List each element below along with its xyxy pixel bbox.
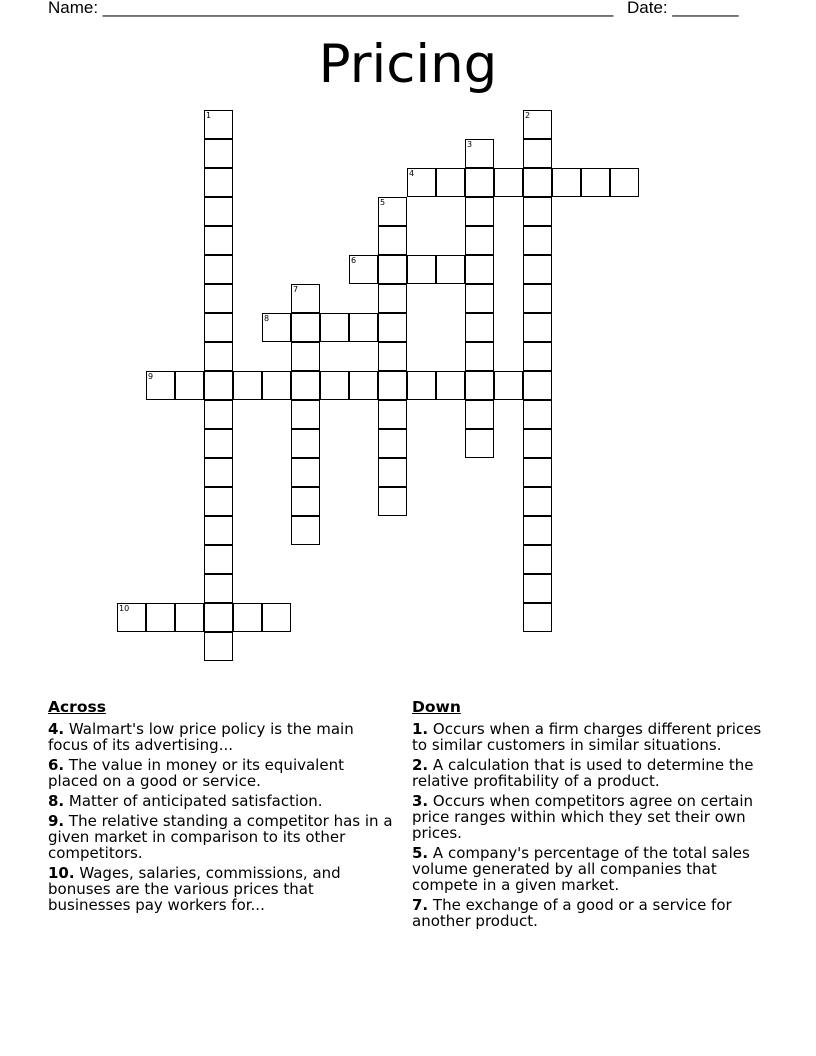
crossword-cell[interactable]	[175, 603, 204, 632]
clue-number: 1.	[412, 720, 429, 738]
clue-number-label: 3	[467, 140, 473, 149]
crossword-cell[interactable]	[349, 371, 378, 400]
clue-text: Walmart's low price policy is the main focus of its advertising...	[48, 720, 354, 754]
clue-number: 8.	[48, 792, 65, 810]
crossword-cell[interactable]	[465, 429, 494, 458]
crossword-cell[interactable]	[378, 429, 407, 458]
crossword-cell[interactable]	[204, 545, 233, 574]
clue-text: A company's percentage of the total sales volume generated by all companies that compete in a given market.	[412, 844, 750, 894]
clue-number-label: 2	[525, 111, 531, 120]
crossword-cell[interactable]	[378, 371, 407, 400]
clue-text: Wages, salaries, commissions, and bonuses are the various prices that businesses pay workers for...	[48, 864, 341, 914]
crossword-cell[interactable]	[233, 603, 262, 632]
page-title: Pricing	[318, 34, 498, 95]
crossword-cell[interactable]	[204, 284, 233, 313]
crossword-cell[interactable]	[465, 400, 494, 429]
crossword-cell[interactable]	[291, 458, 320, 487]
clue-number: 3.	[412, 792, 429, 810]
crossword-cell[interactable]	[523, 516, 552, 545]
clue-number-label: 8	[264, 314, 270, 323]
across-heading: Across	[48, 698, 106, 716]
crossword-cell[interactable]	[175, 371, 204, 400]
crossword-cell[interactable]	[523, 545, 552, 574]
clue-number: 2.	[412, 756, 429, 774]
crossword-cell[interactable]	[494, 168, 523, 197]
crossword-cell[interactable]	[204, 400, 233, 429]
clue-text: Matter of anticipated satisfaction.	[68, 792, 323, 810]
clue-item	[412, 721, 762, 753]
clue-text: The value in money or its equivalent placed on a good or service.	[48, 756, 344, 790]
crossword-cell[interactable]	[349, 255, 378, 284]
crossword-cell[interactable]	[204, 429, 233, 458]
crossword-cell[interactable]	[204, 458, 233, 487]
clue-item	[48, 813, 396, 861]
crossword-cell[interactable]	[378, 226, 407, 255]
crossword-cell[interactable]	[204, 313, 233, 342]
crossword-cell[interactable]	[291, 487, 320, 516]
clue-text: Occurs when a firm charges different prices to similar customers in similar situations.	[412, 720, 762, 754]
crossword-cell[interactable]	[523, 313, 552, 342]
crossword-cell[interactable]	[465, 313, 494, 342]
crossword-cell[interactable]	[146, 603, 175, 632]
clue-item	[412, 757, 762, 789]
crossword-cell[interactable]	[204, 574, 233, 603]
crossword-cell[interactable]	[465, 371, 494, 400]
crossword-cell[interactable]	[465, 139, 494, 168]
down-heading: Down	[412, 698, 461, 716]
down-clue-list	[412, 721, 762, 929]
clue-number-label: 4	[409, 169, 415, 178]
clue-number: 5.	[412, 844, 429, 862]
crossword-cell[interactable]	[378, 284, 407, 313]
clue-number: 4.	[48, 720, 65, 738]
clue-text: The relative standing a competitor has in a given market in comparison to its other competitors.	[48, 812, 393, 862]
crossword-cell[interactable]	[523, 226, 552, 255]
clue-item	[48, 865, 396, 913]
crossword-cell[interactable]	[291, 342, 320, 371]
clue-number: 9.	[48, 812, 65, 830]
clue-number-label: 1	[206, 111, 212, 120]
crossword-cell[interactable]	[523, 429, 552, 458]
crossword-cell[interactable]	[523, 342, 552, 371]
crossword-cell[interactable]	[291, 313, 320, 342]
crossword-cell[interactable]	[465, 255, 494, 284]
across-clue-list	[48, 721, 396, 913]
clue-number-label: 5	[380, 198, 386, 207]
clue-item	[412, 793, 762, 841]
crossword-cell[interactable]	[407, 168, 436, 197]
crossword-cell[interactable]	[407, 255, 436, 284]
crossword-cell[interactable]	[291, 429, 320, 458]
crossword-cell[interactable]	[204, 603, 233, 632]
crossword-cell[interactable]	[581, 168, 610, 197]
crossword-cell[interactable]	[204, 371, 233, 400]
crossword-cell[interactable]	[436, 168, 465, 197]
down-clues	[412, 699, 762, 933]
crossword-cell[interactable]	[204, 632, 233, 661]
clue-text: The exchange of a good or a service for another product.	[412, 896, 732, 930]
crossword-cell[interactable]	[523, 110, 552, 139]
crossword-cell[interactable]	[465, 284, 494, 313]
clue-item	[412, 897, 762, 929]
crossword-cell[interactable]	[465, 342, 494, 371]
crossword-cell[interactable]	[378, 313, 407, 342]
crossword-cell[interactable]	[378, 400, 407, 429]
clue-number: 10.	[48, 864, 75, 882]
crossword-cell[interactable]	[378, 255, 407, 284]
crossword-cell[interactable]	[233, 371, 262, 400]
crossword-cell[interactable]	[465, 197, 494, 226]
crossword-cell[interactable]	[378, 458, 407, 487]
crossword-cell[interactable]	[407, 371, 436, 400]
clue-number: 6.	[48, 756, 65, 774]
crossword-cell[interactable]	[262, 313, 291, 342]
crossword-cell[interactable]	[436, 255, 465, 284]
crossword-cell[interactable]	[552, 168, 581, 197]
crossword-cell[interactable]	[523, 487, 552, 516]
crossword-cell[interactable]	[523, 371, 552, 400]
clue-number: 7.	[412, 896, 429, 914]
crossword-cell[interactable]	[262, 371, 291, 400]
crossword-cell[interactable]	[204, 168, 233, 197]
clue-item	[48, 793, 396, 809]
crossword-cell[interactable]	[349, 313, 378, 342]
clue-item	[48, 721, 396, 753]
crossword-cell[interactable]	[523, 255, 552, 284]
crossword-cell[interactable]	[523, 197, 552, 226]
clue-number-label: 6	[351, 256, 357, 265]
crossword-cell[interactable]	[436, 371, 465, 400]
crossword-cell[interactable]	[204, 487, 233, 516]
crossword-cell[interactable]	[204, 110, 233, 139]
crossword-cell[interactable]	[204, 226, 233, 255]
crossword-cell[interactable]	[204, 255, 233, 284]
crossword-cell[interactable]	[378, 487, 407, 516]
crossword-cell[interactable]	[523, 574, 552, 603]
across-clues	[48, 699, 396, 917]
clue-number-label: 7	[293, 285, 299, 294]
crossword-cell[interactable]	[523, 168, 552, 197]
clue-number-label: 9	[148, 372, 154, 381]
crossword-cell[interactable]	[610, 168, 639, 197]
crossword-cell[interactable]	[204, 197, 233, 226]
crossword-cell[interactable]	[262, 603, 291, 632]
crossword-cell[interactable]	[378, 197, 407, 226]
crossword-cell[interactable]	[291, 284, 320, 313]
crossword-cell[interactable]	[204, 516, 233, 545]
clue-text: A calculation that is used to determine the relative profitability of a product.	[412, 756, 754, 790]
crossword-cell[interactable]	[465, 168, 494, 197]
clue-number-label: 10	[119, 604, 130, 613]
crossword-cell[interactable]	[523, 400, 552, 429]
date-field-label[interactable]: Date: _______	[627, 0, 739, 17]
crossword-cell[interactable]	[320, 313, 349, 342]
crossword-cell[interactable]	[494, 371, 523, 400]
clue-item	[412, 845, 762, 893]
crossword-cell[interactable]	[523, 603, 552, 632]
clue-text: Occurs when competitors agree on certain price ranges within which they set their own prices.	[412, 792, 754, 842]
crossword-cell[interactable]	[146, 371, 175, 400]
crossword-cell[interactable]	[523, 458, 552, 487]
crossword-cell[interactable]	[117, 603, 146, 632]
clue-item	[48, 757, 396, 789]
crossword-cell[interactable]	[204, 342, 233, 371]
crossword-cell[interactable]	[523, 139, 552, 168]
crossword-cell[interactable]	[378, 342, 407, 371]
crossword-cell[interactable]	[320, 371, 349, 400]
crossword-cell[interactable]	[523, 284, 552, 313]
crossword-cell[interactable]	[291, 371, 320, 400]
name-field-label[interactable]: Name: ______________________________________________________	[48, 0, 614, 17]
crossword-cell[interactable]	[465, 226, 494, 255]
crossword-cell[interactable]	[291, 516, 320, 545]
crossword-cell[interactable]	[291, 400, 320, 429]
crossword-cell[interactable]	[204, 139, 233, 168]
